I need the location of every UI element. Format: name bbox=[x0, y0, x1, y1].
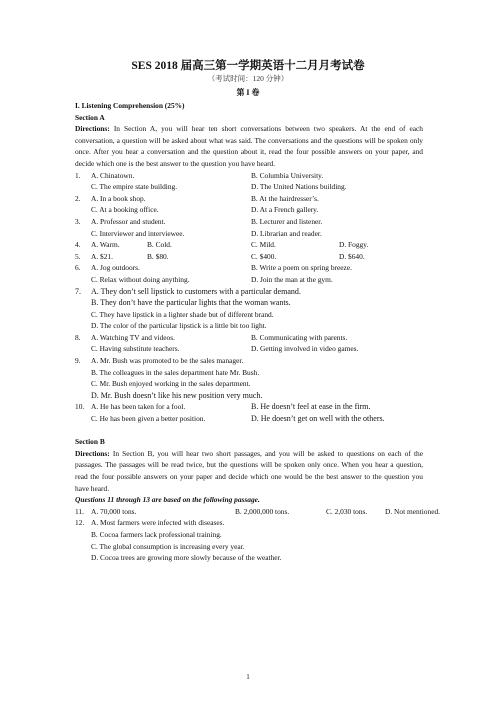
option-c: C. The global consumption is increasing every year. bbox=[91, 541, 245, 551]
option-b: B. They don’t have the particular lights that the woman wants. bbox=[91, 298, 291, 308]
question-9-row-2 bbox=[75, 367, 423, 379]
option-c: C. He has been given a better position. bbox=[91, 414, 206, 424]
question-number: 4. bbox=[75, 240, 81, 250]
option-b: B. Cocoa farmers lack professional training. bbox=[91, 529, 222, 539]
option-d: D. Cocoa trees are growing more slowly because of the weather. bbox=[91, 553, 282, 563]
option-b: B. Lecturer and listener. bbox=[251, 216, 323, 226]
option-a: A. They don’t sell lipstick to customers with a particular demand. bbox=[91, 286, 301, 296]
option-c: C. Relax without doing anything. bbox=[91, 274, 190, 284]
option-b: B. The colleagues in the sales department hate Mr. Bush. bbox=[91, 367, 260, 377]
question-number: 9. bbox=[75, 356, 81, 366]
option-a: A. 70,000 tons. bbox=[91, 506, 137, 516]
option-c: C. Having substitute teachers. bbox=[91, 344, 180, 354]
option-a: A. Professor and student. bbox=[91, 216, 166, 226]
option-d: D. At a French gallery. bbox=[251, 205, 319, 215]
option-a: A. Chinatown. bbox=[91, 170, 135, 180]
option-b: B. At the hairdresser’s. bbox=[251, 193, 319, 203]
exam-content bbox=[75, 100, 441, 564]
option-c: C. They have lipstick in a lighter shade but of different brand. bbox=[91, 309, 274, 319]
option-a: A. In a book shop. bbox=[91, 193, 146, 203]
question-number: 1. bbox=[75, 170, 81, 180]
option-b: B. Communicating with parents. bbox=[251, 332, 348, 342]
question-10-row-2 bbox=[75, 413, 423, 425]
option-b: B. Cold. bbox=[147, 240, 172, 250]
option-d: D. Getting involved in video games. bbox=[251, 344, 359, 354]
section-a-directions bbox=[75, 123, 423, 169]
directions-label: Directions: bbox=[75, 448, 110, 458]
exam-title: SES 2018 届高三第一学期英语十二月月考试卷 bbox=[131, 60, 365, 72]
directions-label: Directions: bbox=[75, 124, 110, 134]
option-d: D. $640. bbox=[339, 251, 365, 261]
option-a: A. Warm. bbox=[91, 240, 120, 250]
part-label: 第 I 卷 bbox=[236, 88, 260, 97]
option-d: D. The United Nations building. bbox=[251, 182, 347, 192]
option-c: C. $400. bbox=[251, 251, 277, 261]
question-12-row-3 bbox=[75, 541, 423, 553]
option-b: B. Write a poem on spring breeze. bbox=[251, 263, 352, 273]
question-2 bbox=[75, 193, 423, 205]
option-a: A. Watching TV and videos. bbox=[91, 332, 175, 342]
question-12-row-4 bbox=[75, 552, 423, 564]
question-3-row-2 bbox=[75, 228, 423, 240]
option-d: D. The color of the particular lipstick is a little bit too light. bbox=[91, 321, 267, 331]
page-number: 1 bbox=[246, 673, 250, 681]
question-6 bbox=[75, 262, 423, 274]
option-b: B. He doesn’t feel at ease in the firm. bbox=[251, 402, 371, 412]
option-b: B. 2,000,000 tons. bbox=[235, 506, 290, 516]
option-d: D. Librarian and reader. bbox=[251, 228, 322, 238]
question-10 bbox=[75, 401, 423, 413]
option-b: B. Columbia University. bbox=[251, 170, 324, 180]
option-a: A. Most farmers were infected with diseases. bbox=[91, 518, 225, 528]
question-9-row-3 bbox=[75, 378, 423, 390]
option-c: C. At a booking office. bbox=[91, 205, 159, 215]
question-11 bbox=[75, 506, 441, 518]
option-c: C. Interviewer and interviewee. bbox=[91, 228, 185, 238]
option-b: B. $80. bbox=[147, 251, 169, 261]
question-number: 12. bbox=[75, 518, 85, 528]
question-2-row-2 bbox=[75, 204, 423, 216]
option-c: C. Mild. bbox=[251, 240, 276, 250]
question-9-row-4 bbox=[75, 390, 423, 402]
section-b-title: Section B bbox=[75, 437, 105, 447]
question-7-row-3 bbox=[75, 309, 423, 321]
option-d: D. Foggy. bbox=[339, 240, 369, 250]
question-number: 2. bbox=[75, 193, 81, 203]
question-4 bbox=[75, 239, 423, 251]
option-d: D. Join the man at the gym. bbox=[251, 274, 333, 284]
option-d: D. He doesn’t get on well with the others. bbox=[251, 414, 385, 424]
question-1 bbox=[75, 170, 423, 182]
question-7-row-2 bbox=[75, 297, 423, 309]
question-1-row-2 bbox=[75, 181, 423, 193]
question-3 bbox=[75, 216, 423, 228]
question-9 bbox=[75, 355, 423, 367]
question-8 bbox=[75, 332, 423, 344]
question-12-row-2 bbox=[75, 529, 423, 541]
directions-text: In Section A, you will hear ten short conversations between two speakers. At the end of each conversation, a question will be asked about what was said. The conversations and the questions will be spoken only once. After you hear a conversation and the question about it, read the four possible answers on your paper, and decide which one is the best answer to the question you have heard. bbox=[75, 124, 423, 168]
question-number: 8. bbox=[75, 332, 81, 342]
option-a: A. Jog outdoors. bbox=[91, 263, 140, 273]
question-number: 10. bbox=[75, 402, 85, 412]
option-a: A. $21. bbox=[91, 251, 113, 261]
question-5 bbox=[75, 251, 423, 263]
section-a-title: Section A bbox=[75, 112, 105, 122]
question-6-row-2 bbox=[75, 274, 423, 286]
option-c: C. Mr. Bush enjoyed working in the sales department. bbox=[91, 379, 251, 389]
option-a: A. He has been taken for a fool. bbox=[91, 402, 186, 412]
question-number: 7. bbox=[75, 286, 81, 296]
section-b-directions bbox=[75, 448, 423, 494]
option-d: D. Not mentioned. bbox=[385, 506, 441, 516]
option-c: C. 2,030 tons. bbox=[326, 506, 368, 516]
question-7-row-4 bbox=[75, 320, 423, 332]
question-group-heading: Questions 11 through 13 are based on the following passage. bbox=[75, 495, 260, 505]
directions-text: In Section B, you will hear two short passages, and you will be asked to questions on each of the passages. The passages will be read twice, but the questions will be spoken only once. When you hear a question, read the four possible answers on your paper and decide which one would be the best answer to the question you have heard. bbox=[75, 448, 423, 493]
option-d: D. Mr. Bush doesn’t like his new position very much. bbox=[91, 390, 263, 400]
question-number: 6. bbox=[75, 263, 81, 273]
option-a: A. Mr. Bush was promoted to be the sales manager. bbox=[91, 356, 244, 366]
question-12 bbox=[75, 517, 423, 529]
option-c: C. The empire state building. bbox=[91, 182, 178, 192]
question-8-row-2 bbox=[75, 343, 423, 355]
exam-duration: （考试时间：120 分钟） bbox=[207, 74, 289, 83]
section-heading: I. Listening Comprehension (25%) bbox=[75, 101, 185, 110]
spacer bbox=[75, 425, 423, 437]
question-7 bbox=[75, 286, 423, 298]
question-number: 11. bbox=[75, 506, 84, 516]
question-number: 5. bbox=[75, 251, 81, 261]
question-number: 3. bbox=[75, 216, 81, 226]
